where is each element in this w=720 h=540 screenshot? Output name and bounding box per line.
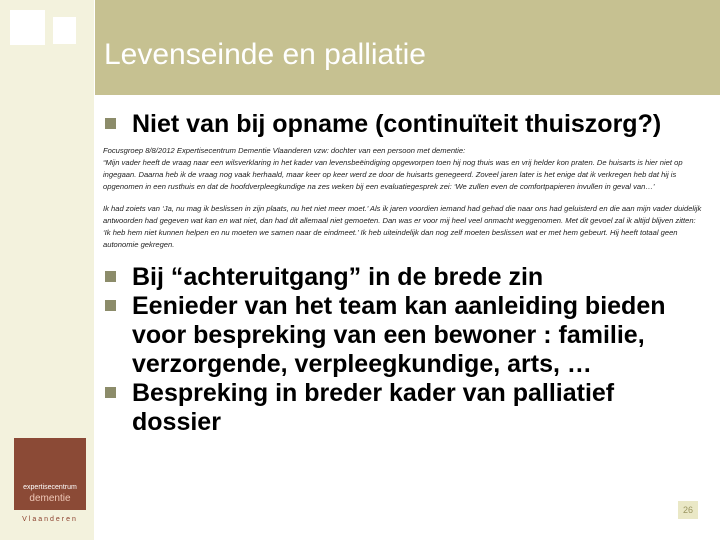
bullet-text: Bij “achteruitgang” in de brede zin [132,263,544,291]
bullet-item [103,379,703,437]
bullet-item [103,110,703,139]
logo-footer: Vlaanderen [22,516,78,523]
decorative-square [53,17,76,44]
logo-text: expertisecentrum [23,484,77,491]
slide-content [103,110,703,437]
logo-text: dementie [29,493,71,504]
bullet-text: Niet van bij opname (continuïteit thuiszorg?) [132,110,662,138]
source-line: Focusgroep 8/8/2012 Expertisecentrum Dementie Vlaanderen vzw: dochter van een persoon met dementie: [103,146,466,155]
bullet-square-icon [105,118,116,129]
decorative-square [10,10,45,45]
quote-paragraph: Ik had zoiets van ‘Ja, nu mag ik beslissen in zijn plaats, nu het niet meer moet.’ Als ik jaren voordien iemand had gehad die naar ons had geluisterd en die aan mijn vader duidelijk antwoorden had gegeven wat kan en wat niet, dan had dit allemaal niet gemoeten. Dan was er voor mij heel veel onmacht weggenomen. Met dit gevoel zal ik altijd blijven zitten: ‘Ik heb hem niet kunnen helpen en nu moeten we samen naar de eindmeet.’ Ik heb uiteindelijk dan nog zelf moeten beslissen wat er met hem gebeurt. Hij heeft totaal geen autonomie gekregen. [103,204,702,249]
bullet-item [103,292,703,379]
bullet-text: Eenieder van het team kan aanleiding bieden voor bespreking van een bewoner : familie, verzorgende, verpleegkundige, arts, … [132,292,666,378]
logo [14,438,86,510]
bullet-square-icon [105,387,116,398]
bullet-square-icon [105,271,116,282]
page-number: 26 [678,501,698,519]
divider-line [94,0,95,540]
quote-paragraph: “Mijn vader heeft de vraag naar een wilsverklaring in het kader van levensbeëindiging opgeworpen toen hij nog thuis was en vrij helder kon praten. De huisarts is hier niet op ingegaan. Daarna heb ik de vraag nog vaak herhaald, maar keer op keer werd ze door de huisarts genegeerd. Zoveel jaren later is het enige dat ik verkregen heb dat hij is opgenomen in een rusthuis en dat de hoofdverpleegkundige na zes weken bij een evaluatiegesprek zei: ‘We zullen even de comfortpapieren invullen in geval van…’ [103,158,683,191]
quote-block [103,145,703,251]
bullet-item [103,263,703,292]
bullet-square-icon [105,300,116,311]
slide-title: Levenseinde en palliatie [104,38,426,71]
bullet-text: Bespreking in breder kader van palliatief dossier [132,379,615,436]
